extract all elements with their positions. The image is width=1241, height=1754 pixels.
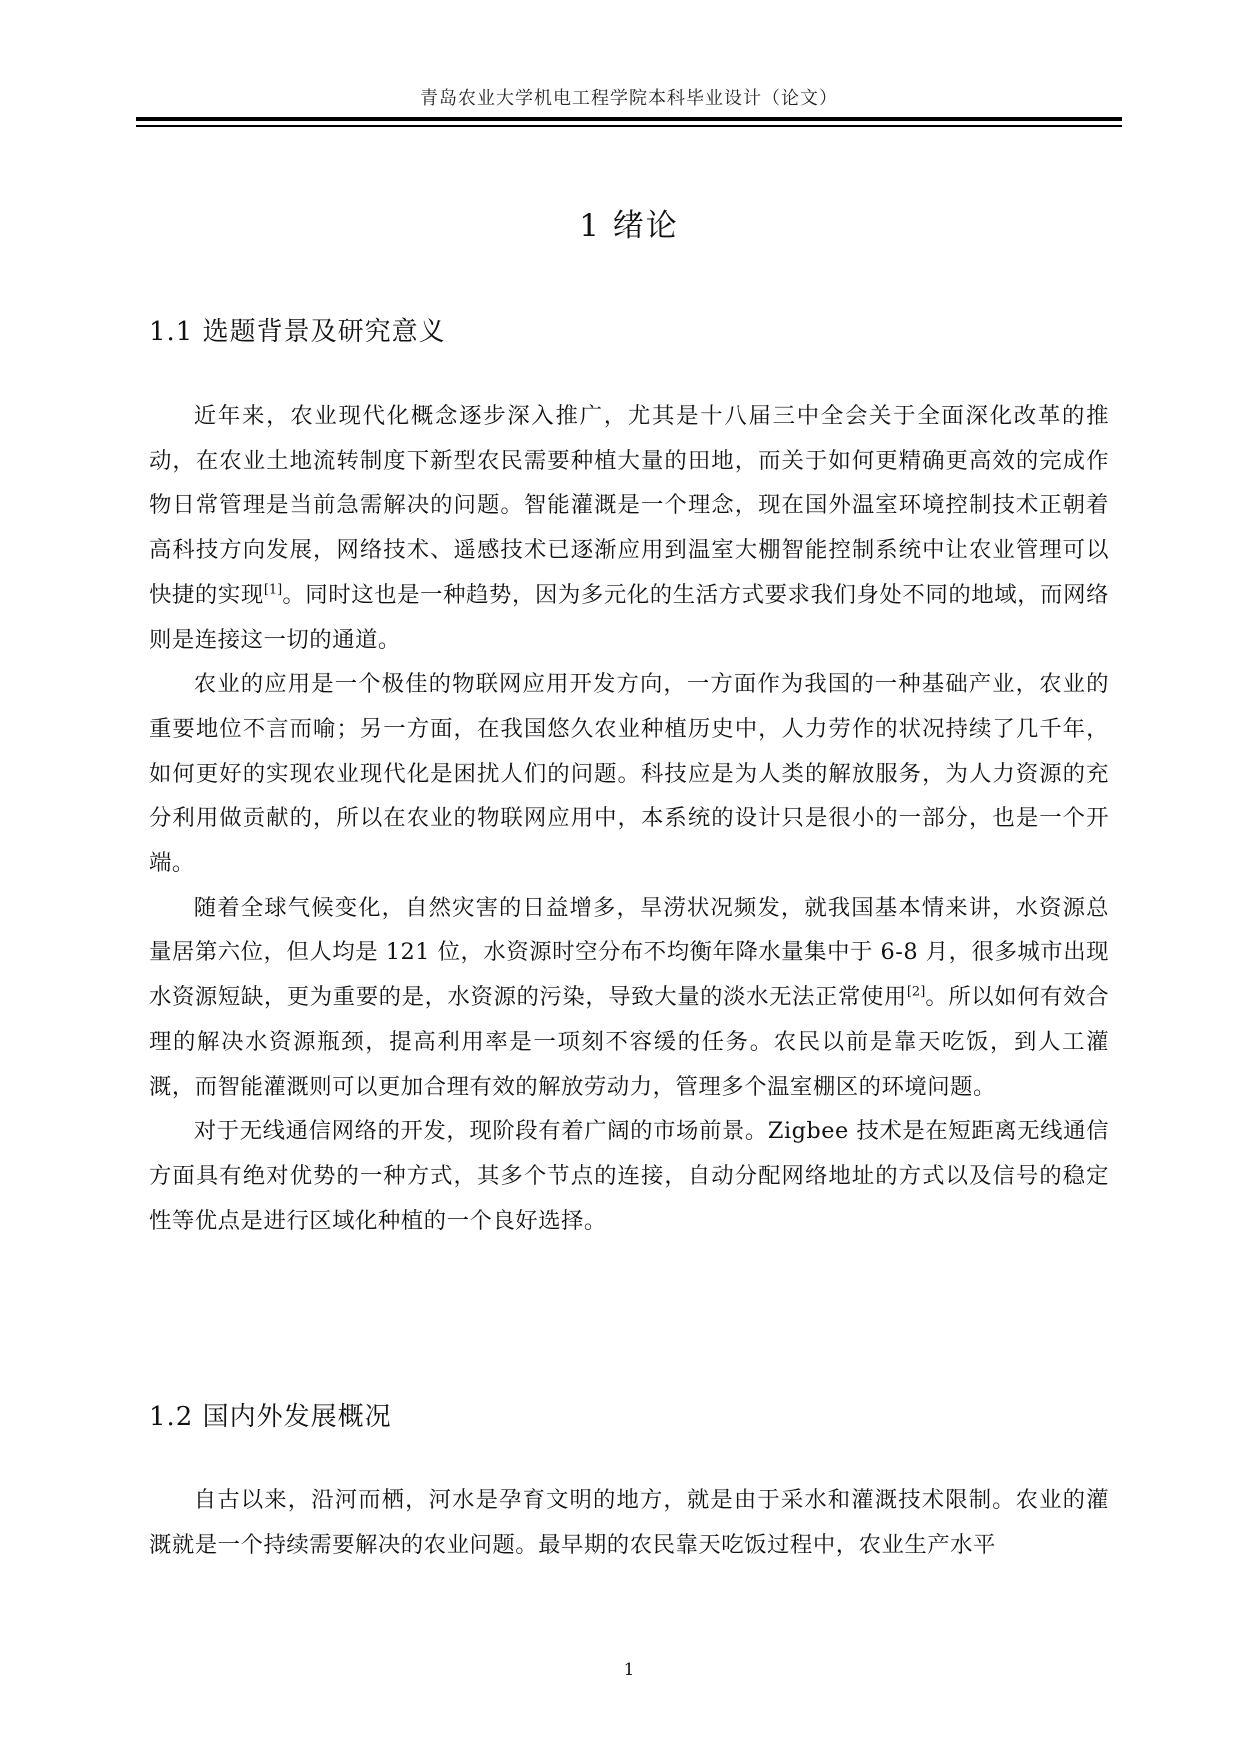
page-number: 1	[623, 1660, 635, 1680]
paragraph-text: 近年来，农业现代化概念逐步深入推广，尤其是十八届三中全会关于全面深化改革的推动，在农业土地流转制度下新型农民需要种植大量的田地，而关于如何更精确更高效的完成作物日常管理是当前急需解决的问题。智能灌溉是一个理念，现在国外温室环境控制技术正朝着高科技方向发展，网络技术、遥感技术已逐渐应用到温室大棚智能控制系统中让农业管理可以快捷的实现	[149, 403, 1109, 608]
chapter-title: 1 绪论	[579, 208, 679, 244]
citation-marker: [2]	[906, 984, 926, 1000]
section-heading-1-1: 1.1 选题背景及研究意义	[149, 317, 446, 347]
header-rule-thin	[136, 125, 1122, 127]
paragraph	[149, 886, 1109, 1110]
paragraph-text: 。所以如何有效合理的解决水资源瓶颈，提高利用率是一项刻不容缓的任务。农民以前是靠天吃饭，到人工灌溉，而智能灌溉则可以更加合理有效的解放劳动力，管理多个温室棚区的环境问题。	[149, 984, 1110, 1100]
paragraph	[149, 1478, 1109, 1567]
section-heading-1-2: 1.2 国内外发展概况	[149, 1402, 392, 1432]
citation-marker: [1]	[263, 582, 283, 598]
header-rule-thick	[136, 117, 1122, 121]
section-1-2-body	[149, 1478, 1109, 1567]
running-header: 青岛农业大学机电工程学院本科毕业设计（论文）	[420, 88, 838, 109]
paragraph	[149, 1109, 1109, 1243]
paragraph-text: 。同时这也是一种趋势，因为多元化的生活方式要求我们身处不同的地域，而网络则是连接这一切的通道。	[149, 581, 1110, 653]
paragraph-text: 对于无线通信网络的开发，现阶段有着广阔的市场前景。Zigbee 技术是在短距离无线通信方面具有绝对优势的一种方式，其多个节点的连接，自动分配网络地址的方式以及信号的稳定性等优点是进行区域化种植的一个良好选择。	[149, 1118, 1109, 1234]
paragraph-text: 随着全球气候变化，自然灾害的日益增多，旱涝状况频发，就我国基本情来讲，水资源总量居第六位，但人均是 121 位，水资源时空分布不均衡年降水量集中于 6-8 月，很多城市出现水资源短缺，更为重要的是，水资源的污染，导致大量的淡水无法正常使用	[149, 894, 1109, 1011]
paragraph	[149, 662, 1109, 886]
paragraph	[149, 394, 1109, 662]
paragraph-text: 农业的应用是一个极佳的物联网应用开发方向，一方面作为我国的一种基础产业，农业的重要地位不言而喻；另一方面，在我国悠久农业种植历史中，人力劳作的状况持续了几千年，如何更好的实现农业现代化是困扰人们的问题。科技应是为人类的解放服务，为人力资源的充分利用做贡献的，所以在农业的物联网应用中，本系统的设计只是很小的一部分，也是一个开端。	[149, 671, 1109, 877]
section-1-1-body	[149, 394, 1109, 1243]
paragraph-text: 自古以来，沿河而栖，河水是孕育文明的地方，就是由于采水和灌溉技术限制。农业的灌溉就是一个持续需要解决的农业问题。最早期的农民靠天吃饭过程中，农业生产水平	[149, 1487, 1109, 1558]
